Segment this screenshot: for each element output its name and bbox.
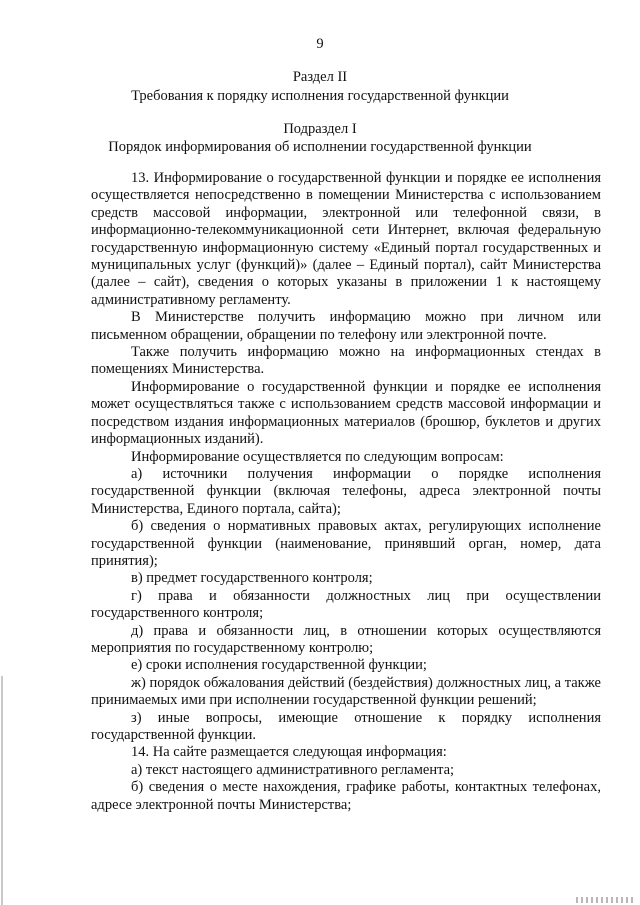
- section-label: Раздел II: [292, 69, 348, 85]
- list-item: а) текст настоящего административного регламента;: [131, 761, 455, 778]
- list-item: д) права и обязанности лиц, в отношении которых осуществляются мероприятия по государственному контролю;: [91, 622, 601, 656]
- paragraph: Также получить информацию можно на информационных стендах в помещениях Министерства.: [91, 344, 601, 378]
- subsection-label: Подраздел I: [283, 121, 357, 137]
- document-body: [91, 170, 601, 814]
- scan-corner-dots: [576, 897, 636, 903]
- paragraph: Информирование о государственной функции и порядке ее исполнения может осуществляться также с использованием средств массовой информации и посредством издания информационных материалов (брошюр, буклетов и других информационных изданий).: [91, 378, 601, 448]
- list-item: б) сведения о месте нахождения, графике работы, контактных телефонах, адресе электронной почты Министерства;: [91, 779, 601, 813]
- list-item: б) сведения о нормативных правовых актах, регулирующих исполнение государственной функции (наименование, принявший орган, номер, дата принятия);: [91, 518, 601, 569]
- section-title: Требования к порядку исполнения государственной функции: [131, 88, 509, 104]
- paragraph: 14. На сайте размещается следующая информация:: [131, 744, 447, 761]
- list-item: а) источники получения информации о порядке исполнения государственной функции (включая телефоны, адреса электронной почты Министерства, Единого портала, сайта);: [91, 465, 601, 517]
- paragraph: Информирование осуществляется по следующим вопросам:: [131, 448, 504, 465]
- list-item: е) сроки исполнения государственной функции;: [131, 657, 427, 674]
- list-item: з) иные вопросы, имеющие отношение к порядку исполнения государственной функции.: [91, 709, 601, 743]
- list-item: в) предмет государственного контроля;: [131, 570, 373, 587]
- paragraph: 13. Информирование о государственной функции и порядке ее исполнения осуществляется непосредственно в помещении Министерства с использованием средств массовой информации, электронной или телефонной связи, в информационно-телекоммуникационной сети Интернет, включая федеральную государственную информационную систему «Единый портал государственных и муниципальных услуг (функций)» (далее – Единый портал), сайт Министерства (далее – сайт), сведения о которых указаны в приложении 1 к настоящему административному регламенту.: [91, 170, 601, 308]
- page-number: 9: [316, 36, 324, 52]
- paragraph: В Министерстве получить информацию можно при личном или письменном обращении, обращении по телефону или электронной почте.: [91, 309, 601, 343]
- list-item: г) права и обязанности должностных лиц при осуществлении государственного контроля;: [91, 587, 601, 622]
- subsection-title: Порядок информирования об исполнении государственной функции: [108, 139, 532, 155]
- list-item: ж) порядок обжалования действий (бездействия) должностных лиц, а также принимаемых ими при исполнении государственной функции решений;: [91, 674, 601, 709]
- scan-edge-mark: [1, 676, 3, 905]
